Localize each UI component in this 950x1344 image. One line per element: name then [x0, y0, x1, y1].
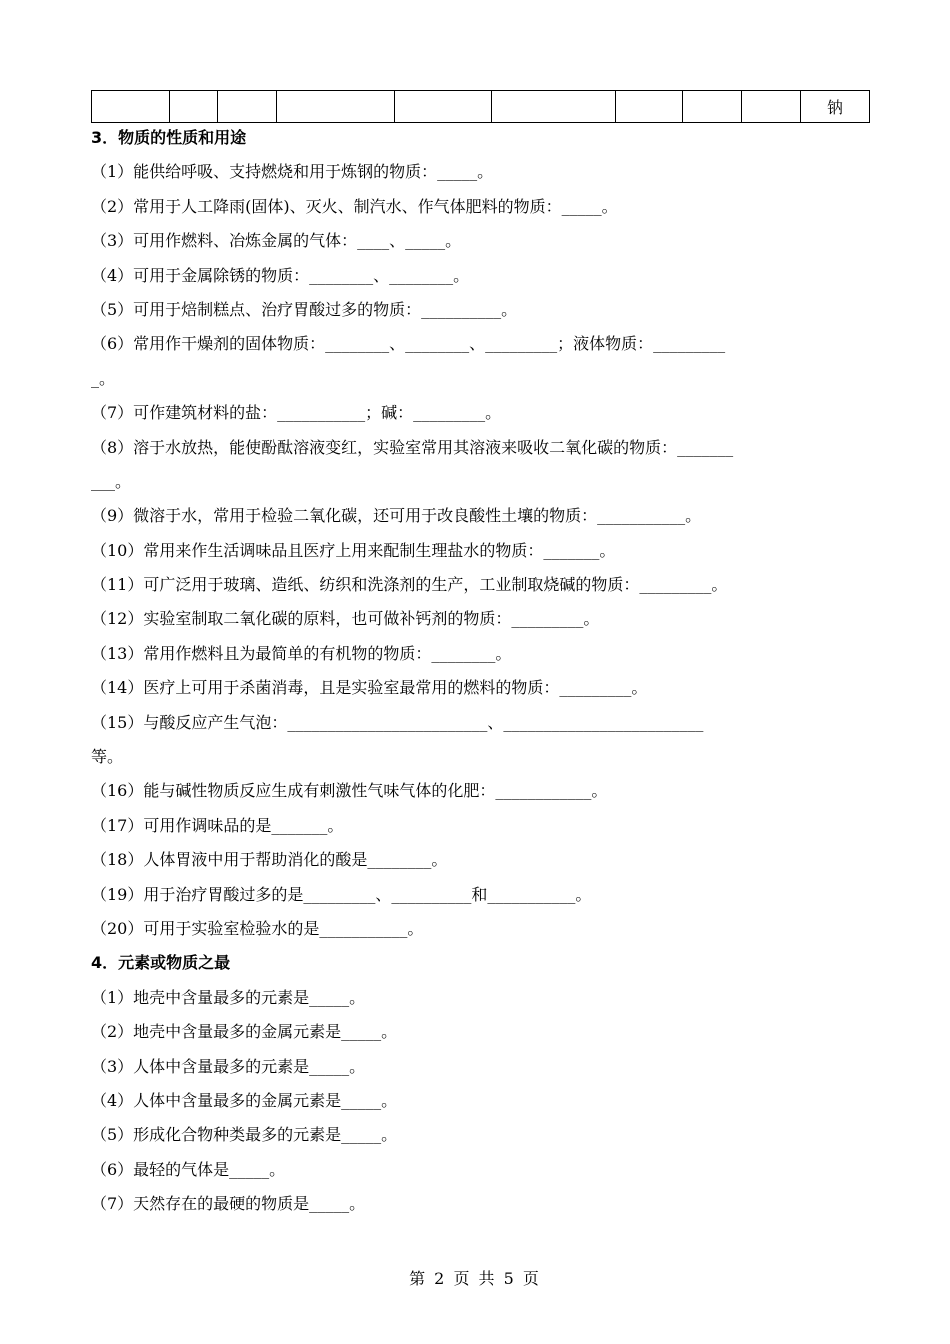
table-cell [218, 91, 277, 123]
question-line: （7）天然存在的最硬的物质是_____。 [91, 1194, 366, 1214]
question-line: （12）实验室制取二氧化碳的原料，也可做补钙剂的物质：_________。 [91, 609, 600, 629]
question-line: （2）常用于人工降雨(固体)、灭火、制汽水、作气体肥料的物质：_____。 [91, 196, 618, 216]
question-line: （2）地壳中含量最多的金属元素是_____。 [91, 1022, 398, 1042]
section-heading: 4．元素或物质之最 [91, 953, 231, 973]
table-cell [492, 91, 616, 123]
question-line: （13）常用作燃料且为最简单的有机物的物质：________。 [91, 643, 512, 663]
question-line: （3）可用作燃料、冶炼金属的气体：____、_____。 [91, 231, 462, 251]
question-line: （6）常用作干燥剂的固体物质：________、________、_________；液体物质：_________ [91, 334, 726, 354]
question-line: 等。 [91, 747, 124, 767]
question-line: （15）与酸反应产生气泡：_________________________、_________________________ [91, 712, 704, 732]
table-cell [616, 91, 683, 123]
question-line: （4）可用于金属除锈的物质：________、________。 [91, 265, 470, 285]
question-line: （10）常用来作生活调味品且医疗上用来配制生理盐水的物质：_______。 [91, 540, 616, 560]
question-line: （5）形成化合物种类最多的元素是_____。 [91, 1125, 398, 1145]
question-line: （18）人体胃液中用于帮助消化的酸是________。 [91, 850, 448, 870]
question-line: （8）溶于水放热，能使酚酞溶液变红，实验室常用其溶液来吸收二氧化碳的物质：_______ [91, 437, 734, 457]
question-line: （9）微溶于水，常用于检验二氧化碳，还可用于改良酸性土壤的物质：___________。 [91, 506, 702, 526]
question-line: _。 [91, 368, 116, 388]
question-line: （14）医疗上可用于杀菌消毒，且是实验室最常用的燃料的物质：_________。 [91, 678, 648, 698]
question-line: （6）最轻的气体是_____。 [91, 1159, 286, 1179]
question-line: （1）能供给呼吸、支持燃烧和用于炼钢的物质：_____。 [91, 162, 494, 182]
table-cell [277, 91, 395, 123]
table-cell [395, 91, 492, 123]
question-line: （16）能与碱性物质反应生成有刺激性气味气体的化肥：____________。 [91, 781, 608, 801]
table-cell: 钠 [801, 91, 870, 123]
question-line: （4）人体中含量最多的金属元素是_____。 [91, 1090, 398, 1110]
table-cell [170, 91, 218, 123]
worksheet-content [91, 121, 861, 1222]
element-table-bottom-row [91, 90, 870, 123]
question-line: （11）可广泛用于玻璃、造纸、纺织和洗涤剂的生产，工业制取烧碱的物质：_________。 [91, 575, 728, 595]
question-line: （17）可用作调味品的是_______。 [91, 815, 344, 835]
page-footer: 第 2 页 共 5 页 [409, 1269, 541, 1288]
table-cell [742, 91, 801, 123]
question-line: （20）可用于实验室检验水的是___________。 [91, 918, 424, 938]
question-line: （19）用于治疗胃酸过多的是_________、__________和___________。 [91, 884, 592, 904]
section-heading: 3．物质的性质和用途 [91, 128, 247, 147]
table-cell [92, 91, 170, 123]
question-line: （3）人体中含量最多的元素是_____。 [91, 1056, 366, 1076]
question-line: （5）可用于焙制糕点、治疗胃酸过多的物质：__________。 [91, 299, 518, 319]
question-line: （7）可作建筑材料的盐：___________；碱：_________。 [91, 403, 502, 423]
question-line: ___。 [91, 471, 132, 491]
question-line: （1）地壳中含量最多的元素是_____。 [91, 987, 366, 1007]
table-cell [683, 91, 742, 123]
